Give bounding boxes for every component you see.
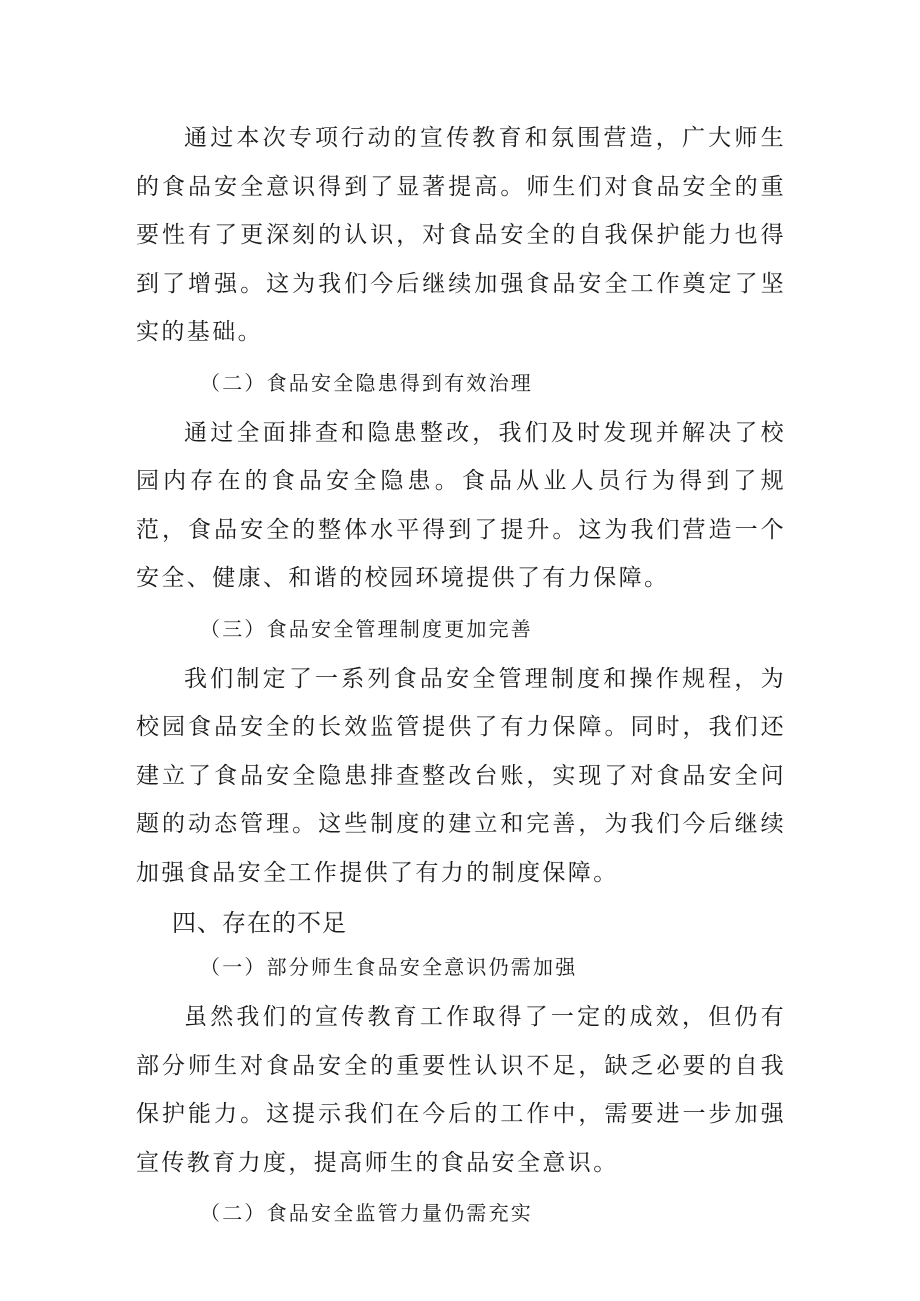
document-body <box>136 114 786 1239</box>
paragraph-management-system: 我们制定了一系列食品安全管理制度和操作规程，为校园食品安全的长效监管提供了有力保障。同时，我们还建立了食品安全隐患排查整改台账，实现了对食品安全问题的动态管理。这些制度的建立和完善，为我们今后继续加强食品安全工作提供了有力的制度保障。 <box>136 665 786 886</box>
paragraph-awareness-improved: 通过本次专项行动的宣传教育和氛围营造，广大师生的食品安全意识得到了显著提高。师生们对食品安全的重要性有了更深刻的认识，对食品安全的自我保护能力也得到了增强。这为我们今后继续加强食品安全工作奠定了坚实的基础。 <box>136 125 786 345</box>
subheading-hazards-governed: （二）食品安全隐患得到有效治理 <box>200 370 533 395</box>
subheading-awareness-needs-strengthening: （一）部分师生食品安全意识仍需加强 <box>200 955 578 979</box>
section-heading-shortcomings: 四、存在的不足 <box>172 909 347 937</box>
subheading-supervision-needs-reinforcing: （二）食品安全监管力量仍需充实 <box>200 1201 533 1225</box>
subheading-management-system: （三）食品安全管理制度更加完善 <box>200 616 533 641</box>
paragraph-hazards-governed: 通过全面排查和隐患整改，我们及时发现并解决了校园内存在的食品安全隐患。食品从业人员行为得到了规范，食品安全的整体水平得到了提升。这为我们营造一个安全、健康、和谐的校园环境提供了有力保障。 <box>136 419 786 591</box>
paragraph-awareness-needs-strengthening: 虽然我们的宣传教育工作取得了一定的成效，但仍有部分师生对食品安全的重要性认识不足，缺乏必要的自我保护能力。这提示我们在今后的工作中，需要进一步加强宣传教育力度，提高师生的食品安全意识。 <box>136 1004 786 1176</box>
